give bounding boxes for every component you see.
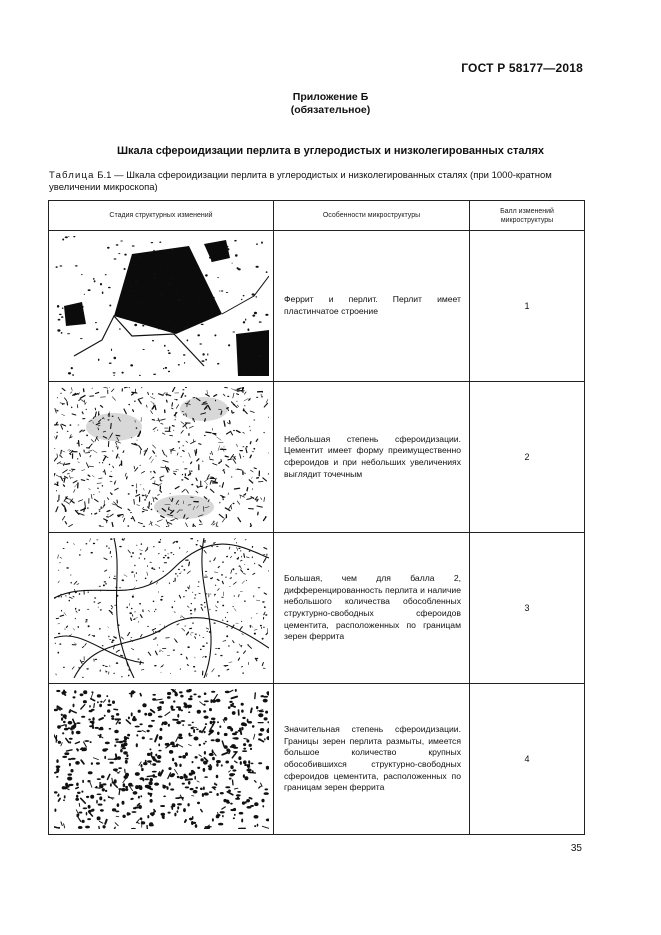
score-value: 2 (470, 382, 585, 533)
table-row (49, 533, 585, 684)
table-caption-label: Таблица (49, 170, 95, 181)
table-header-row (49, 201, 585, 231)
micrograph-score-3 (54, 538, 269, 678)
section-title: Шкала сфероидизации перлита в углеродистых и низколегированных сталях (116, 145, 545, 157)
page-number: 35 (570, 843, 582, 854)
appendix-heading (0, 91, 661, 117)
stage-image-cell (49, 684, 274, 835)
column-header-score: Балл изменений микроструктуры (470, 201, 585, 231)
standard-designation: ГОСТ Р 58177—2018 (461, 61, 583, 75)
microstructure-description: Феррит и перлит. Перлит имеет пластинчатое строение (274, 231, 470, 382)
stage-image-cell (49, 533, 274, 684)
microstructure-description: Большая, чем для балла 2, дифференцированность перлита и наличие небольшого количества обособленных структурно-свободных сфероидов цементита, расположенных по границам зерен феррита (274, 533, 470, 684)
appendix-title: Приложение Б (292, 91, 369, 103)
score-value: 4 (470, 684, 585, 835)
microstructure-description: Небольшая степень сфероидизации. Цементит имеет форму преимущественно сфероидов и при небольших увеличениях выглядит точечным (274, 382, 470, 533)
micrograph-score-2 (54, 387, 269, 527)
column-header-features: Особенности микроструктуры (274, 201, 470, 231)
score-value: 1 (470, 231, 585, 382)
table-row (49, 382, 585, 533)
micrograph-score-1 (54, 236, 269, 376)
stage-image-cell (49, 382, 274, 533)
stage-image-cell (49, 231, 274, 382)
table-caption (49, 170, 589, 194)
micrograph-score-4 (54, 689, 269, 829)
table-row (49, 231, 585, 382)
table-caption-text: Б.1 — Шкала сфероидизации перлита в углеродистых и низколегированных сталях (при 1000-кратном увеличении микроскопа) (49, 170, 552, 193)
microstructure-description: Значительная степень сфероидизации. Границы зерен перлита размыты, имеется большое количество крупных обособившихся структурно-свободных сфероидов цементита, расположенных по границам зерен феррита (274, 684, 470, 835)
column-header-stage: Стадия структурных изменений (49, 201, 274, 231)
spheroidization-table (48, 200, 585, 835)
table-row (49, 684, 585, 835)
appendix-status: (обязательное) (290, 104, 371, 116)
score-value: 3 (470, 533, 585, 684)
